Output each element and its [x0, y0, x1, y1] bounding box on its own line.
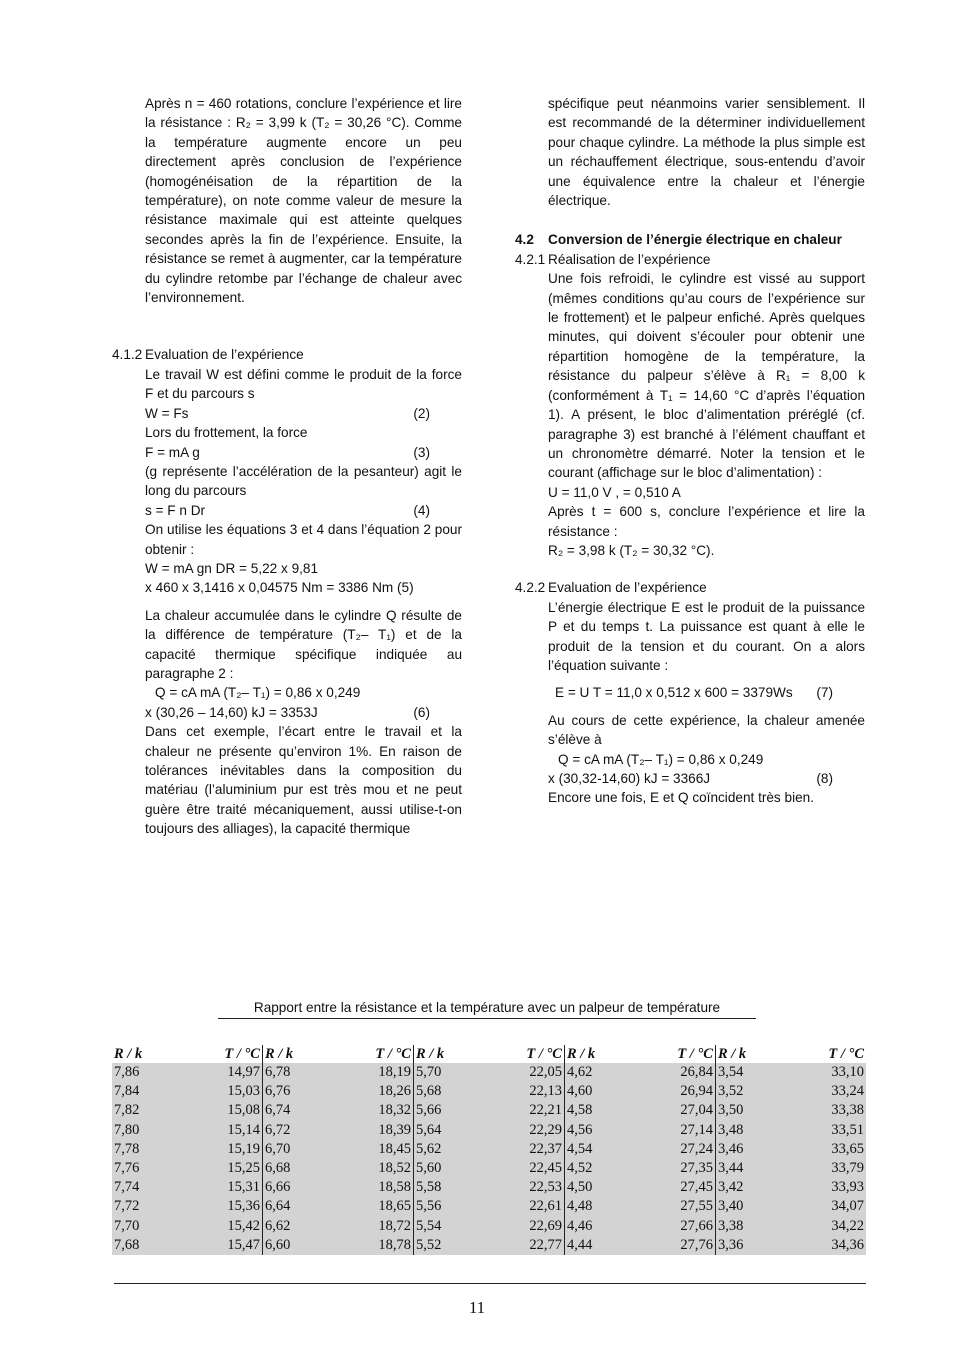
- resistance-cell: 4,48: [564, 1197, 639, 1216]
- temperature-cell: 27,14: [640, 1121, 716, 1140]
- temperature-cell: 22,21: [489, 1101, 565, 1120]
- temperature-cell: 33,24: [791, 1082, 866, 1101]
- table-caption: Rapport entre la résistance et la température avec un palpeur de température: [218, 1000, 756, 1019]
- temperature-cell: 22,69: [489, 1217, 565, 1236]
- temperature-cell: 22,61: [489, 1197, 565, 1216]
- temperature-cell: 33,93: [791, 1178, 866, 1197]
- resistance-cell: 6,60: [262, 1236, 337, 1255]
- resistance-cell: 5,58: [413, 1178, 488, 1197]
- temperature-cell: 15,19: [187, 1140, 263, 1159]
- resistance-cell: 4,50: [564, 1178, 639, 1197]
- temperature-cell: 18,52: [338, 1159, 414, 1178]
- page-number: 11: [468, 1298, 486, 1317]
- temperature-cell: 14,97: [187, 1063, 263, 1082]
- resistance-cell: 4,54: [564, 1140, 639, 1159]
- gravity-note: (g représente l’accélération de la pesanteur) agit le long du parcours: [145, 463, 462, 499]
- right-column: [515, 94, 865, 808]
- temperature-cell: 27,66: [640, 1217, 716, 1236]
- header-resistance: R / k: [717, 1045, 747, 1062]
- resistance-cell: 3,36: [715, 1236, 790, 1255]
- resistance-cell: 6,76: [262, 1082, 337, 1101]
- r2-line: R₂ = 3,98 k (T₂ = 30,32 °C).: [548, 542, 715, 558]
- table-row: [112, 1063, 866, 1082]
- conclude-paragraph: Après t = 600 s, conclure l’expérience et lire la résistance :: [548, 504, 865, 539]
- resistance-cell: 6,62: [262, 1217, 337, 1236]
- equation-7: [515, 683, 865, 702]
- resistance-cell: 6,74: [262, 1101, 337, 1120]
- temperature-cell: 18,32: [338, 1101, 414, 1120]
- temperature-cell: 34,36: [791, 1236, 866, 1255]
- procedure-paragraph: Une fois refroidi, le cylindre est vissé au support (mêmes conditions qu’au cours de l’expérience sur le frottement) et le palpeur enfiché. Après quelques minutes, qui doivent s’écouler pour obtenir une répartition homogène de la température, la résistance du palpeur s’élève à R₁ = 8,00 k (conformément à T₁ = 14,60 °C d’après l’équation 1). A présent, le bloc d’alimentation préréglé (cf. paragraphe 3) est branché à l’élément chauffant et un chronomètre démarré. Noter la tension et le courant (affichage sur le bloc d’alimentation) :: [548, 271, 865, 481]
- section-4-2-1-heading: [515, 250, 865, 269]
- resistance-cell: 6,66: [262, 1178, 337, 1197]
- table-row: [112, 1197, 866, 1216]
- temperature-cell: 27,24: [640, 1140, 716, 1159]
- header-resistance: R / k: [415, 1045, 445, 1062]
- temperature-cell: 18,39: [338, 1121, 414, 1140]
- table-row: [112, 1121, 866, 1140]
- temperature-cell: 18,26: [338, 1082, 414, 1101]
- final-sentence: Encore une fois, E et Q coïncident très bien.: [548, 790, 814, 806]
- section-title: Evaluation de l’expérience: [548, 580, 707, 596]
- temperature-cell: 15,36: [187, 1197, 263, 1216]
- resistance-cell: 7,80: [112, 1121, 187, 1140]
- temperature-cell: 27,76: [640, 1236, 716, 1255]
- header-temperature: T / °C: [828, 1045, 864, 1062]
- header-resistance: R / k: [264, 1045, 294, 1062]
- resistance-cell: 3,46: [715, 1140, 790, 1159]
- resistance-cell: 5,64: [413, 1121, 488, 1140]
- section-title: Réalisation de l’expérience: [548, 251, 711, 267]
- table-row: [112, 1140, 866, 1159]
- equation-2: [112, 404, 462, 423]
- temperature-cell: 15,14: [187, 1121, 263, 1140]
- resistance-cell: 6,72: [262, 1121, 337, 1140]
- table-row: [112, 1236, 866, 1255]
- heat-paragraph: Au cours de cette expérience, la chaleur amenée s’élève à: [548, 712, 865, 748]
- resistance-cell: 5,60: [413, 1159, 488, 1178]
- temperature-cell: 27,55: [640, 1197, 716, 1216]
- resistance-cell: 3,42: [715, 1178, 790, 1197]
- temperature-cell: 22,29: [489, 1121, 565, 1140]
- temperature-cell: 33,65: [791, 1140, 866, 1159]
- resistance-cell: 7,72: [112, 1197, 187, 1216]
- equation-number: (4): [413, 502, 430, 518]
- table-row: [112, 1101, 866, 1120]
- section-number: 4.1.2: [112, 347, 143, 363]
- resistance-cell: 3,44: [715, 1159, 790, 1178]
- temperature-cell: 22,45: [489, 1159, 565, 1178]
- resistance-cell: 5,62: [413, 1140, 488, 1159]
- table-row: [112, 1178, 866, 1197]
- work-definition: Le travail W est défini comme le produit de la force F et du parcours s: [145, 366, 462, 402]
- temperature-cell: 26,84: [640, 1063, 716, 1082]
- resistance-cell: 7,76: [112, 1159, 187, 1178]
- resistance-cell: 3,50: [715, 1101, 790, 1120]
- equation-5: [112, 578, 462, 597]
- equation-4: [112, 501, 462, 520]
- resistance-cell: 7,78: [112, 1140, 187, 1159]
- equation-text: s = F n Dr: [145, 502, 206, 518]
- section-number: 4.2.2: [515, 580, 546, 596]
- resistance-cell: 4,56: [564, 1121, 639, 1140]
- temperature-cell: 15,47: [187, 1236, 263, 1255]
- section-title: Conversion de l’énergie électrique en chaleur: [548, 232, 842, 248]
- temperature-cell: 27,45: [640, 1178, 716, 1197]
- resistance-cell: 4,46: [564, 1217, 639, 1236]
- equation-text: E = U T = 11,0 x 0,512 x 600 = 3379Ws: [555, 685, 793, 701]
- equation-number: (7): [816, 685, 833, 701]
- temperature-cell: 33,51: [791, 1121, 866, 1140]
- resistance-cell: 3,48: [715, 1121, 790, 1140]
- resistance-cell: 5,70: [413, 1063, 488, 1082]
- resistance-cell: 5,68: [413, 1082, 488, 1101]
- temperature-cell: 33,79: [791, 1159, 866, 1178]
- temperature-cell: 22,77: [489, 1236, 565, 1255]
- resistance-cell: 7,74: [112, 1178, 187, 1197]
- table-row: [112, 1217, 866, 1236]
- closing-paragraph: Dans cet exemple, l’écart entre le travail et la chaleur ne présente qu’environ 1%. En raison de tolérances inévitables dans la composition du matériau (l’aluminium pur est très mou et ne peut guère être traité mécaniquement, aussi utilise-t-on toujours des alliages), la capacité thermique: [145, 724, 462, 837]
- temperature-cell: 26,94: [640, 1082, 716, 1101]
- equation-number: (3): [413, 444, 430, 460]
- friction-intro: Lors du frottement, la force: [145, 425, 308, 441]
- resistance-cell: 5,52: [413, 1236, 488, 1255]
- header-resistance: R / k: [114, 1045, 143, 1062]
- temperature-cell: 18,58: [338, 1178, 414, 1197]
- temperature-cell: 27,35: [640, 1159, 716, 1178]
- header-temperature: T / °C: [640, 1045, 716, 1063]
- temperature-cell: 15,42: [187, 1217, 263, 1236]
- resistance-cell: 3,40: [715, 1197, 790, 1216]
- resistance-cell: 4,44: [564, 1236, 639, 1255]
- temperature-cell: 33,38: [791, 1101, 866, 1120]
- table-row: [112, 1159, 866, 1178]
- section-title: Evaluation de l’expérience: [145, 347, 304, 363]
- temperature-cell: 15,08: [187, 1101, 263, 1120]
- table-header-row: [112, 1045, 866, 1063]
- left-column: [112, 94, 462, 839]
- resistance-temperature-table: [112, 1045, 866, 1255]
- resistance-cell: 6,64: [262, 1197, 337, 1216]
- header-temperature: T / °C: [489, 1045, 565, 1063]
- equation-number: (6): [413, 704, 430, 720]
- equation-text: F = mA g: [145, 444, 200, 460]
- temperature-cell: 22,37: [489, 1140, 565, 1159]
- measurement-line: U = 11,0 V , = 0,510 A: [548, 484, 681, 500]
- resistance-cell: 4,52: [564, 1159, 639, 1178]
- heat-paragraph: La chaleur accumulée dans le cylindre Q résulte de la différence de température (T₂– T₁) et de la capacité thermique spécifique indiquée au paragraphe 2 :: [145, 607, 462, 681]
- equation-number: (8): [816, 771, 833, 786]
- section-4-2-2-heading: [515, 578, 865, 597]
- energy-paragraph: L’énergie électrique E est le produit de la puissance P et du temps t. La puissance est quant à elle le produit de la tension et du courant. On a alors l’équation suivante :: [548, 599, 865, 673]
- footer-rule: [114, 1283, 866, 1284]
- temperature-cell: 34,07: [791, 1197, 866, 1216]
- intro-paragraph: Après n = 460 rotations, conclure l’expérience et lire la résistance : R₂ = 3,99 k (T₂ = 30,26 °C). Comme la température augmente encore un peu directement après conclusion de l’expérience (homogénéisation de la répartition de la température), on note comme valeur de mesure la résistance maximale qui est atteinte quelques secondes après la fin de l’expérience. Ensuite, la résistance se remet à augmenter, car la température du cylindre retombe par l’échange de chaleur avec l’environnement.: [145, 96, 462, 306]
- equation-text: x (30,32-14,60) kJ = 3366J: [548, 771, 711, 786]
- temperature-cell: 18,19: [338, 1063, 414, 1082]
- temperature-cell: 22,53: [489, 1178, 565, 1197]
- resistance-cell: 7,82: [112, 1101, 187, 1120]
- resistance-cell: 7,84: [112, 1082, 187, 1101]
- resistance-cell: 7,68: [112, 1236, 187, 1255]
- equation-8: [515, 769, 865, 788]
- equation-text: x (30,26 – 14,60) kJ = 3353J: [145, 704, 318, 720]
- resistance-cell: 3,38: [715, 1217, 790, 1236]
- equation-text: x 460 x 3,1416 x 0,04575 Nm = 3386 Nm: [145, 580, 394, 596]
- header-temperature: T / °C: [338, 1045, 414, 1063]
- section-4-1-2-heading: [112, 345, 462, 364]
- temperature-cell: 18,45: [338, 1140, 414, 1159]
- equation-6: [112, 703, 462, 722]
- continuation-paragraph: spécifique peut néanmoins varier sensiblement. Il est recommandé de la déterminer individuellement pour chaque cylindre. La méthode la plus simple est un réchauffement électrique, sous-entendu d’avoir une équivalence entre la chaleur et l’énergie électrique.: [548, 96, 865, 209]
- section-number: 4.2.1: [515, 251, 546, 267]
- section-4-2-heading: [515, 230, 865, 249]
- resistance-cell: 4,62: [564, 1063, 639, 1082]
- temperature-cell: 15,03: [187, 1082, 263, 1101]
- equation-number: (2): [413, 405, 430, 421]
- header-temperature: T / °C: [187, 1045, 263, 1063]
- resistance-cell: 3,52: [715, 1082, 790, 1101]
- equation-3: [112, 443, 462, 462]
- resistance-cell: 5,66: [413, 1101, 488, 1120]
- temperature-cell: 18,65: [338, 1197, 414, 1216]
- resistance-cell: 5,56: [413, 1197, 488, 1216]
- resistance-cell: 5,54: [413, 1217, 488, 1236]
- equation-number: (5): [397, 580, 414, 596]
- resistance-cell: 4,58: [564, 1101, 639, 1120]
- temperature-cell: 18,78: [338, 1236, 414, 1255]
- resistance-cell: 3,54: [715, 1063, 790, 1082]
- temperature-cell: 22,05: [489, 1063, 565, 1082]
- temperature-cell: 15,25: [187, 1159, 263, 1178]
- resistance-cell: 7,86: [112, 1063, 187, 1082]
- section-number: 4.2: [515, 232, 534, 248]
- resistance-cell: 7,70: [112, 1217, 187, 1236]
- temperature-cell: 22,13: [489, 1082, 565, 1101]
- resistance-cell: 6,70: [262, 1140, 337, 1159]
- resistance-cell: 6,78: [262, 1063, 337, 1082]
- table-row: [112, 1082, 866, 1101]
- temperature-cell: 33,10: [791, 1063, 866, 1082]
- header-resistance: R / k: [566, 1045, 596, 1062]
- equation-5-line-1: W = mA gn DR = 5,22 x 9,81: [145, 560, 319, 576]
- temperature-cell: 34,22: [791, 1217, 866, 1236]
- equation-8-line-1: Q = cA mA (T₂– T₁) = 0,86 x 0,249: [558, 751, 764, 767]
- temperature-cell: 18,72: [338, 1217, 414, 1236]
- resistance-cell: 4,60: [564, 1082, 639, 1101]
- equation-6-line-1: Q = cA mA (T₂– T₁) = 0,86 x 0,249: [155, 685, 361, 701]
- combine-text: On utilise les équations 3 et 4 dans l’équation 2 pour obtenir :: [145, 522, 462, 557]
- equation-text: W = Fs: [145, 405, 189, 421]
- table-body: [112, 1063, 866, 1255]
- resistance-cell: 6,68: [262, 1159, 337, 1178]
- temperature-cell: 15,31: [187, 1178, 263, 1197]
- temperature-cell: 27,04: [640, 1101, 716, 1120]
